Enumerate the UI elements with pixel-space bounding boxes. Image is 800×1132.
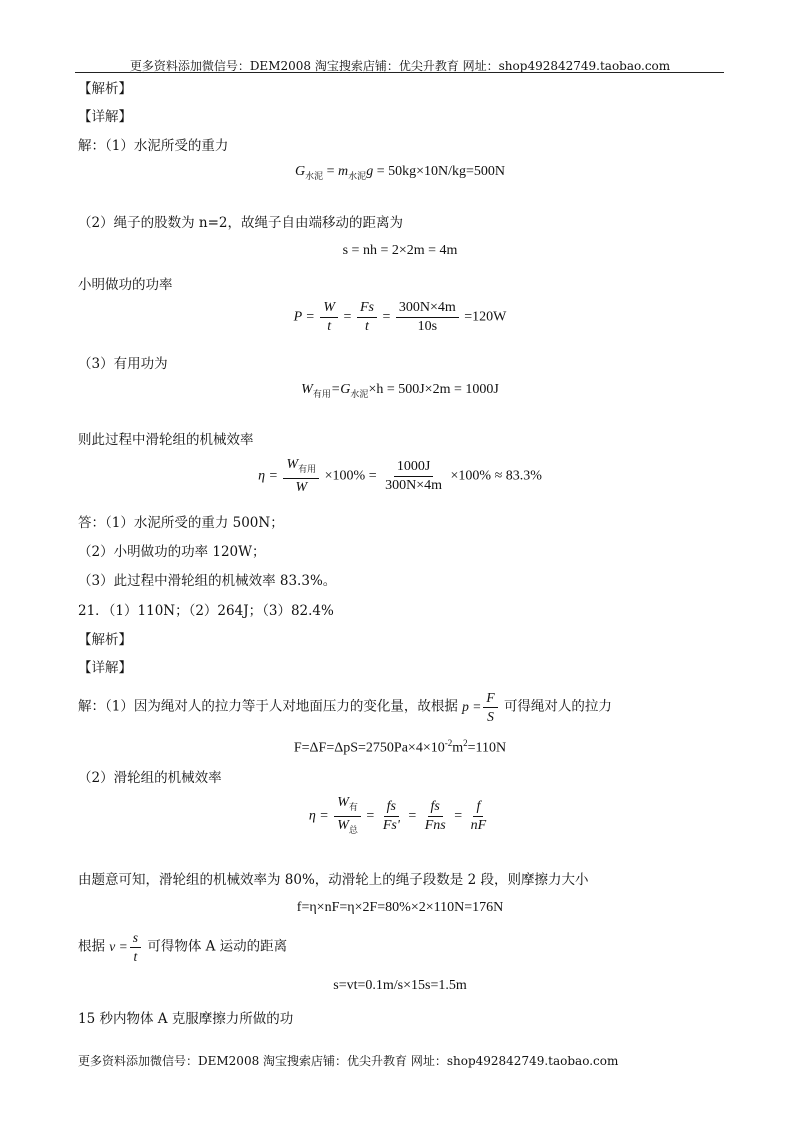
formula-superscript: 2 [463, 738, 468, 748]
formula-pull-force [0, 738, 800, 757]
denominator: W [295, 479, 308, 495]
numerator: W [320, 300, 338, 318]
fraction [382, 459, 445, 494]
numerator: s [130, 930, 141, 948]
numerator [334, 795, 361, 817]
formula-text: ×h = 500J×2m = 1000J [368, 382, 499, 397]
formula-text: = [366, 808, 375, 824]
inline-formula-velocity [109, 930, 143, 964]
formula-symbol: W [337, 817, 349, 833]
formula-distance-a: s=vt=0.1m/s×15s=1.5m [333, 978, 467, 993]
denominator: 300N×4m [385, 477, 443, 493]
paragraph-text: 可得物体 A 运动的距离 [147, 938, 288, 955]
formula-subscript: 有用 [298, 463, 317, 474]
formula-text: =120W [464, 309, 507, 325]
fraction [422, 799, 449, 834]
answer-2: （2）小明做功的功率 120W； [78, 544, 266, 560]
formula-subscript: 总 [348, 824, 358, 835]
formula-symbol: W [337, 795, 349, 810]
formula-symbol: g [366, 164, 374, 179]
numerator [283, 457, 319, 479]
formula-text: m [452, 740, 464, 756]
detail-heading: 【详解】 [78, 109, 132, 125]
distance-intro [78, 930, 287, 965]
formula-text: ×100% = [324, 468, 377, 484]
formula-symbol: G [295, 164, 306, 179]
denominator [334, 817, 361, 838]
numerator: F [483, 690, 497, 708]
formula-symbol: η = [258, 468, 278, 484]
efficiency-label: 则此过程中滑轮组的机械效率 [78, 432, 254, 448]
paragraph-text: 根据 [78, 938, 105, 955]
numerator: 1000J [394, 459, 433, 477]
formula-useful-work [0, 382, 800, 400]
denominator: t [327, 319, 332, 334]
fraction [380, 799, 403, 834]
denominator: S [487, 709, 494, 724]
formula-subscript: 有 [348, 801, 358, 812]
denominator: nF [470, 817, 487, 833]
denominator: t [365, 319, 369, 334]
solution-step-2: （2）滑轮组的机械效率 [78, 770, 222, 786]
numerator: fs [428, 799, 443, 817]
formula-symbol: W [301, 382, 313, 397]
formula-subscript: 有用 [312, 388, 331, 399]
formula-text: = 50kg×10N/kg=500N [373, 164, 505, 179]
formula-symbol: η = [308, 808, 329, 824]
fraction [283, 457, 319, 496]
formula-distance: s = nh = 2×2m = 4m [342, 243, 458, 258]
fraction [320, 300, 338, 335]
formula-symbol: =G [330, 382, 351, 397]
paragraph-text: 可得绳对人的拉力 [503, 698, 612, 715]
fraction [357, 300, 377, 335]
fraction [334, 795, 361, 838]
numerator: f [473, 799, 483, 817]
formula-gravity [0, 164, 800, 182]
denominator: 10s [417, 319, 438, 334]
formula-efficiency [0, 457, 800, 496]
numerator: fs [384, 799, 399, 817]
denominator: Fns [424, 817, 446, 833]
formula-text: = [408, 808, 417, 824]
formula-text: = [323, 164, 339, 179]
analysis-heading: 【解析】 [78, 81, 132, 97]
formula-text: ×100% ≈ 83.3% [450, 468, 542, 484]
formula-subscript: 水泥 [305, 170, 324, 181]
fraction [483, 690, 497, 725]
formula-symbol: p = [462, 698, 482, 714]
solution-step-2: （2）绳子的股数为 n=2，故绳子自由端移动的距离为 [78, 215, 403, 231]
formula-power [0, 300, 800, 335]
answer-3: （3）此过程中滑轮组的机械效率 83.3%。 [78, 573, 337, 589]
solution-step-3: （3）有用功为 [78, 356, 168, 372]
formula-text: =110N [467, 740, 507, 756]
power-label: 小明做功的功率 [78, 277, 173, 293]
paragraph-text: 解：（1）因为绳对人的拉力等于人对地面压力的变化量，故根据 [78, 698, 458, 715]
fraction [130, 930, 141, 965]
denominator: Fs' [382, 817, 400, 833]
formula-symbol: P = [293, 309, 315, 325]
formula-superscript: -2 [444, 738, 453, 748]
formula-friction: f=η×nF=η×2F=80%×2×110N=176N [296, 900, 504, 915]
question-21-answers: 21．（1）110N；（2）264J；（3）82.4% [78, 603, 334, 619]
formula-subscript: 水泥 [350, 388, 369, 399]
fraction [468, 799, 490, 834]
analysis-heading: 【解析】 [78, 632, 132, 648]
formula-symbol: m [338, 164, 349, 179]
formula-symbol: v = [109, 938, 128, 954]
numerator: 300N×4m [396, 300, 459, 318]
page-footer: 更多资料添加微信号：DEM2008 淘宝搜索店铺：优尖升教育 网址：shop492842749.taobao.com [78, 1054, 619, 1068]
work-intro: 15 秒内物体 A 克服摩擦力所做的功 [78, 1011, 294, 1027]
denominator: t [133, 949, 138, 964]
formula-subscript: 水泥 [348, 170, 367, 181]
solution-step-1: 解：（1）水泥所受的重力 [78, 138, 229, 154]
header-divider [75, 72, 724, 73]
detail-heading: 【详解】 [78, 660, 132, 676]
formula-efficiency-derivation [0, 795, 800, 838]
formula-text: = [454, 808, 463, 824]
numerator: Fs [357, 300, 377, 318]
inline-formula-pressure [462, 690, 500, 724]
formula-symbol: W [286, 457, 299, 472]
friction-intro: 由题意可知，滑轮组的机械效率为 80%，动滑轮上的绳子段数是 2 段，则摩擦力大小 [78, 872, 589, 888]
fraction [396, 300, 459, 335]
page-header: 更多资料添加微信号：DEM2008 淘宝搜索店铺：优尖升教育 网址：shop492842749.taobao.com [129, 59, 671, 73]
solution-step-1 [78, 690, 612, 725]
formula-text: = [343, 309, 352, 325]
formula-text: F=ΔF=ΔpS=2750Pa×4×10 [293, 740, 445, 756]
answer-1: 答：（1）水泥所受的重力 500N； [78, 515, 284, 531]
formula-text: = [382, 309, 391, 325]
